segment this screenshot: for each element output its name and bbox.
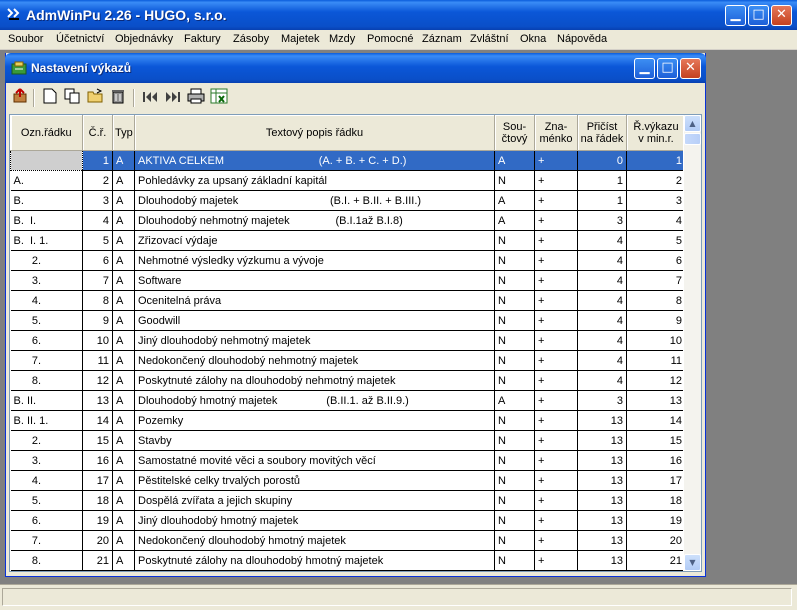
last-record-icon[interactable] [163, 88, 183, 108]
column-header-sign[interactable]: Zna- ménko [535, 115, 578, 151]
cell-row-number[interactable]: 20 [83, 531, 113, 551]
table-row[interactable] [11, 271, 686, 291]
cell-prev-year-row[interactable]: 2 [627, 171, 686, 191]
menu-bar [0, 30, 797, 50]
cell-prev-year-row[interactable]: 14 [627, 411, 686, 431]
cell-add-to-row[interactable]: 13 [578, 471, 627, 491]
cell-description[interactable]: Pěstitelské celky trvalých porostů [135, 471, 495, 491]
cell-row-number[interactable]: 12 [83, 371, 113, 391]
menu-pomocne[interactable]: Pomocné [367, 33, 414, 45]
cell-sign[interactable]: + [535, 291, 578, 311]
table-row[interactable] [11, 211, 686, 231]
cell-type[interactable]: A [113, 191, 135, 211]
cell-sign[interactable]: + [535, 451, 578, 471]
cell-row-number[interactable]: 1 [83, 151, 113, 171]
cell-row-number[interactable]: 2 [83, 171, 113, 191]
exit-icon[interactable] [10, 88, 30, 108]
cell-add-to-row[interactable]: 1 [578, 191, 627, 211]
cell-type[interactable]: A [113, 151, 135, 171]
table-row[interactable] [11, 171, 686, 191]
menu-okna[interactable]: Okna [520, 33, 547, 45]
cell-row-number[interactable]: 7 [83, 271, 113, 291]
grid-body [11, 151, 686, 571]
cell-add-to-row[interactable]: 0 [578, 151, 627, 171]
cell-type[interactable]: A [113, 511, 135, 531]
table-row[interactable] [11, 451, 686, 471]
cell-sign[interactable]: + [535, 351, 578, 371]
cell-row-label[interactable]: 4. [11, 291, 83, 311]
maximize-icon: □ [752, 7, 765, 22]
column-header-row-label[interactable]: Ozn.řádku [11, 115, 83, 151]
cell-row-label[interactable]: 6. [11, 331, 83, 351]
cell-type[interactable]: A [113, 291, 135, 311]
cell-sign[interactable]: + [535, 511, 578, 531]
cell-add-to-row[interactable]: 3 [578, 211, 627, 231]
toolbar-separator [33, 89, 35, 107]
child-maximize-button[interactable] [657, 58, 678, 79]
cell-prev-year-row[interactable]: 11 [627, 351, 686, 371]
cell-description[interactable]: Jiný dlouhodobý hmotný majetek [135, 511, 495, 531]
table-row[interactable] [11, 291, 686, 311]
cell-description[interactable]: Nehmotné výsledky výzkumu a vývoje [135, 251, 495, 271]
cell-description[interactable]: Pohledávky za upsaný základní kapitál [135, 171, 495, 191]
cell-add-to-row[interactable]: 13 [578, 491, 627, 511]
cell-prev-year-row[interactable]: 1 [627, 151, 686, 171]
cell-add-to-row[interactable]: 4 [578, 331, 627, 351]
cell-sign[interactable]: + [535, 271, 578, 291]
cell-add-to-row[interactable]: 3 [578, 391, 627, 411]
cell-description[interactable]: Goodwill [135, 311, 495, 331]
cell-row-number[interactable]: 4 [83, 211, 113, 231]
menu-majetek[interactable]: Majetek [281, 33, 320, 45]
table-row[interactable] [11, 431, 686, 451]
cell-sign[interactable]: + [535, 191, 578, 211]
cell-type[interactable]: A [113, 251, 135, 271]
cell-type[interactable]: A [113, 451, 135, 471]
cell-sign[interactable]: + [535, 391, 578, 411]
menu-zvlastni[interactable]: Zvláštní [470, 33, 509, 45]
cell-type[interactable]: A [113, 331, 135, 351]
table-row[interactable] [11, 511, 686, 531]
cell-sign[interactable]: + [535, 431, 578, 451]
cell-row-label[interactable]: 5. [11, 491, 83, 511]
cell-prev-year-row[interactable]: 18 [627, 491, 686, 511]
cell-prev-year-row[interactable]: 10 [627, 331, 686, 351]
cell-sum[interactable]: N [495, 411, 535, 431]
cell-sum[interactable]: N [495, 171, 535, 191]
cell-row-number[interactable]: 10 [83, 331, 113, 351]
cell-row-number[interactable]: 6 [83, 251, 113, 271]
report-rows-grid[interactable] [9, 114, 702, 572]
table-row[interactable] [11, 311, 686, 331]
cell-sum[interactable]: N [495, 551, 535, 571]
cell-description[interactable]: Dlouhodobý majetek (B.I. + B.II. + B.III.) [135, 191, 495, 211]
table-row[interactable] [11, 351, 686, 371]
table-row[interactable] [11, 391, 686, 411]
cell-row-label[interactable] [11, 151, 83, 171]
cell-sum[interactable]: A [495, 391, 535, 411]
maximize-button[interactable] [748, 5, 769, 26]
menu-mzdy[interactable]: Mzdy [329, 33, 356, 45]
cell-row-label[interactable]: 3. [11, 271, 83, 291]
cell-sign[interactable]: + [535, 551, 578, 571]
cell-prev-year-row[interactable]: 4 [627, 211, 686, 231]
cell-row-number[interactable]: 8 [83, 291, 113, 311]
cell-sum[interactable]: N [495, 431, 535, 451]
cell-sign[interactable]: + [535, 371, 578, 391]
column-header-description[interactable]: Textový popis řádku [135, 115, 495, 151]
table-row[interactable] [11, 551, 686, 571]
cell-sign[interactable]: + [535, 491, 578, 511]
column-header-type[interactable]: Typ [113, 115, 135, 151]
scroll-up-icon: ▲ [689, 119, 696, 128]
cell-description[interactable]: Jiný dlouhodobý nehmotný majetek [135, 331, 495, 351]
cell-add-to-row[interactable]: 4 [578, 311, 627, 331]
toolbar [6, 85, 705, 111]
cell-type[interactable]: A [113, 431, 135, 451]
cell-row-label[interactable]: 6. [11, 511, 83, 531]
menu-zaznam[interactable]: Záznam [422, 33, 462, 45]
cell-add-to-row[interactable]: 1 [578, 171, 627, 191]
cell-row-label[interactable]: 8. [11, 371, 83, 391]
window-icon [11, 61, 27, 75]
cell-add-to-row[interactable]: 13 [578, 551, 627, 571]
cell-description[interactable]: AKTIVA CELKEM (A. + B. + C. + D.) [135, 151, 495, 171]
cell-row-number[interactable]: 13 [83, 391, 113, 411]
cell-type[interactable]: A [113, 531, 135, 551]
first-record-icon[interactable] [140, 88, 160, 108]
cell-sign[interactable]: + [535, 251, 578, 271]
child-window-title: Nastavení výkazů [31, 61, 132, 75]
cell-row-label[interactable]: A. [11, 171, 83, 191]
table-row[interactable] [11, 191, 686, 211]
cell-sum[interactable]: N [495, 371, 535, 391]
cell-sign[interactable]: + [535, 471, 578, 491]
table-row[interactable] [11, 411, 686, 431]
cell-row-label[interactable]: B. II. [11, 391, 83, 411]
cell-sum[interactable]: N [495, 451, 535, 471]
cell-sum[interactable]: N [495, 511, 535, 531]
cell-row-label[interactable]: B. I. [11, 211, 83, 231]
cell-sum[interactable]: N [495, 271, 535, 291]
open-icon[interactable] [85, 88, 105, 108]
cell-add-to-row[interactable]: 4 [578, 231, 627, 251]
cell-sum[interactable]: N [495, 331, 535, 351]
cell-type[interactable]: A [113, 271, 135, 291]
cell-add-to-row[interactable]: 13 [578, 431, 627, 451]
status-panel [2, 588, 792, 606]
cell-sign[interactable]: + [535, 531, 578, 551]
maximize-icon: □ [661, 60, 674, 75]
cell-description[interactable]: Dlouhodobý nehmotný majetek (B.I.1až B.I.8) [135, 211, 495, 231]
cell-sign[interactable]: + [535, 151, 578, 171]
cell-row-number[interactable]: 16 [83, 451, 113, 471]
table-row[interactable] [11, 151, 686, 171]
table-row[interactable] [11, 491, 686, 511]
cell-prev-year-row[interactable]: 21 [627, 551, 686, 571]
cell-prev-year-row[interactable]: 13 [627, 391, 686, 411]
table-row[interactable] [11, 231, 686, 251]
cell-prev-year-row[interactable]: 8 [627, 291, 686, 311]
cell-description[interactable]: Pozemky [135, 411, 495, 431]
cell-row-number[interactable]: 9 [83, 311, 113, 331]
menu-zasoby[interactable]: Zásoby [233, 33, 270, 45]
cell-row-number[interactable]: 5 [83, 231, 113, 251]
child-minimize-button[interactable] [634, 58, 655, 79]
scroll-up-button[interactable] [684, 115, 701, 132]
cell-prev-year-row[interactable]: 17 [627, 471, 686, 491]
cell-sum[interactable]: N [495, 471, 535, 491]
menu-faktury[interactable]: Faktury [184, 33, 221, 45]
scroll-thumb[interactable] [684, 133, 701, 145]
cell-sum[interactable]: N [495, 351, 535, 371]
cell-row-number[interactable]: 3 [83, 191, 113, 211]
new-icon[interactable] [40, 88, 60, 108]
cell-row-number[interactable]: 11 [83, 351, 113, 371]
cell-description[interactable]: Software [135, 271, 495, 291]
status-bar [0, 584, 797, 610]
cell-type[interactable]: A [113, 311, 135, 331]
cell-prev-year-row[interactable]: 20 [627, 531, 686, 551]
cell-prev-year-row[interactable]: 7 [627, 271, 686, 291]
cell-sign[interactable]: + [535, 231, 578, 251]
cell-sum[interactable]: A [495, 151, 535, 171]
cell-row-number[interactable]: 17 [83, 471, 113, 491]
cell-description[interactable]: Nedokončený dlouhodobý hmotný majetek [135, 531, 495, 551]
delete-icon[interactable] [108, 88, 128, 108]
cell-sum[interactable]: N [495, 491, 535, 511]
cell-sign[interactable]: + [535, 211, 578, 231]
cell-add-to-row[interactable]: 13 [578, 451, 627, 471]
cell-row-label[interactable]: 7. [11, 531, 83, 551]
app-icon [6, 7, 22, 23]
cell-type[interactable]: A [113, 551, 135, 571]
cell-row-number[interactable]: 21 [83, 551, 113, 571]
close-icon: ✕ [685, 60, 696, 75]
cell-type[interactable]: A [113, 171, 135, 191]
cell-add-to-row[interactable]: 13 [578, 531, 627, 551]
cell-prev-year-row[interactable]: 6 [627, 251, 686, 271]
table-row[interactable] [11, 331, 686, 351]
minimize-button[interactable] [725, 5, 746, 26]
column-header-row-number[interactable]: Č.ř. [83, 115, 113, 151]
cell-add-to-row[interactable]: 4 [578, 251, 627, 271]
menu-objednavky[interactable]: Objednávky [115, 33, 174, 45]
table-row[interactable] [11, 531, 686, 551]
cell-add-to-row[interactable]: 13 [578, 411, 627, 431]
minimize-icon: ▁ [730, 7, 741, 22]
cell-sum[interactable]: N [495, 251, 535, 271]
cell-add-to-row[interactable]: 4 [578, 271, 627, 291]
scroll-down-button[interactable] [684, 554, 701, 571]
child-close-button[interactable] [680, 58, 701, 79]
grid-table [10, 115, 686, 571]
cell-prev-year-row[interactable]: 12 [627, 371, 686, 391]
menu-soubor[interactable]: Soubor [8, 33, 44, 45]
cell-description[interactable]: Stavby [135, 431, 495, 451]
cell-sum[interactable]: A [495, 211, 535, 231]
column-header-add-to-row[interactable]: Přičíst na řádek [578, 115, 627, 151]
menu-ucetnictvi[interactable]: Účetnictví [56, 33, 105, 45]
cell-description[interactable]: Zřizovací výdaje [135, 231, 495, 251]
cell-prev-year-row[interactable]: 19 [627, 511, 686, 531]
cell-row-number[interactable]: 14 [83, 411, 113, 431]
cell-row-label[interactable]: 5. [11, 311, 83, 331]
cell-row-number[interactable]: 15 [83, 431, 113, 451]
table-row[interactable] [11, 471, 686, 491]
child-title-bar[interactable] [5, 53, 706, 83]
scroll-down-icon: ▼ [689, 558, 696, 567]
cell-description[interactable]: Poskytnuté zálohy na dlouhodobý hmotný majetek [135, 551, 495, 571]
cell-description[interactable]: Ocenitelná práva [135, 291, 495, 311]
cell-add-to-row[interactable]: 13 [578, 511, 627, 531]
minimize-icon: ▁ [639, 60, 650, 75]
cell-sum[interactable]: N [495, 231, 535, 251]
cell-row-label[interactable]: 7. [11, 351, 83, 371]
cell-prev-year-row[interactable]: 5 [627, 231, 686, 251]
column-header-prev-year-row[interactable]: Ř.výkazu v min.r. [627, 115, 686, 151]
close-button[interactable] [771, 5, 792, 26]
cell-row-number[interactable]: 19 [83, 511, 113, 531]
cell-sum[interactable]: A [495, 191, 535, 211]
cell-add-to-row[interactable]: 4 [578, 351, 627, 371]
toolbar-separator [133, 89, 135, 107]
cell-row-number[interactable]: 18 [83, 491, 113, 511]
excel-export-icon[interactable] [209, 88, 229, 108]
cell-sign[interactable]: + [535, 411, 578, 431]
table-row[interactable] [11, 371, 686, 391]
cell-description[interactable]: Dlouhodobý hmotný majetek (B.II.1. až B.II.9.) [135, 391, 495, 411]
cell-row-label[interactable]: B. II. 1. [11, 411, 83, 431]
cell-type[interactable]: A [113, 471, 135, 491]
cell-row-label[interactable]: 4. [11, 471, 83, 491]
cell-type[interactable]: A [113, 231, 135, 251]
cell-prev-year-row[interactable]: 15 [627, 431, 686, 451]
cell-row-label[interactable]: 2. [11, 251, 83, 271]
cell-type[interactable]: A [113, 371, 135, 391]
cell-row-label[interactable]: 3. [11, 451, 83, 471]
cell-row-label[interactable]: 2. [11, 431, 83, 451]
menu-napoveda[interactable]: Nápověda [557, 33, 608, 45]
cell-description[interactable]: Dospělá zvířata a jejich skupiny [135, 491, 495, 511]
cell-sign[interactable]: + [535, 171, 578, 191]
main-title-bar[interactable] [0, 0, 797, 30]
cell-add-to-row[interactable]: 4 [578, 291, 627, 311]
cell-type[interactable]: A [113, 411, 135, 431]
cell-prev-year-row[interactable]: 16 [627, 451, 686, 471]
cell-row-label[interactable]: B. [11, 191, 83, 211]
cell-row-label[interactable]: 8. [11, 551, 83, 571]
cell-type[interactable]: A [113, 211, 135, 231]
cell-description[interactable]: Poskytnuté zálohy na dlouhodobý nehmotný majetek [135, 371, 495, 391]
cell-sum[interactable]: N [495, 311, 535, 331]
column-header-sum[interactable]: Sou- čtový [495, 115, 535, 151]
cell-prev-year-row[interactable]: 9 [627, 311, 686, 331]
print-icon[interactable] [186, 88, 206, 108]
cell-add-to-row[interactable]: 4 [578, 371, 627, 391]
cell-sign[interactable]: + [535, 311, 578, 331]
close-icon: ✕ [776, 7, 787, 22]
app-title: AdmWinPu 2.26 - HUGO, s.r.o. [26, 7, 227, 23]
cell-type[interactable]: A [113, 491, 135, 511]
cell-type[interactable]: A [113, 391, 135, 411]
cell-row-label[interactable]: B. I. 1. [11, 231, 83, 251]
cell-sum[interactable]: N [495, 531, 535, 551]
cell-sum[interactable]: N [495, 291, 535, 311]
report-settings-window [5, 53, 706, 577]
table-row[interactable] [11, 251, 686, 271]
cell-description[interactable]: Nedokončený dlouhodobý nehmotný majetek [135, 351, 495, 371]
cell-description[interactable]: Samostatné movité věci a soubory movitých věcí [135, 451, 495, 471]
copy-icon[interactable] [62, 88, 82, 108]
cell-type[interactable]: A [113, 351, 135, 371]
vertical-scrollbar[interactable] [683, 115, 701, 571]
cell-prev-year-row[interactable]: 3 [627, 191, 686, 211]
grid-header-row [11, 115, 686, 151]
cell-sign[interactable]: + [535, 331, 578, 351]
